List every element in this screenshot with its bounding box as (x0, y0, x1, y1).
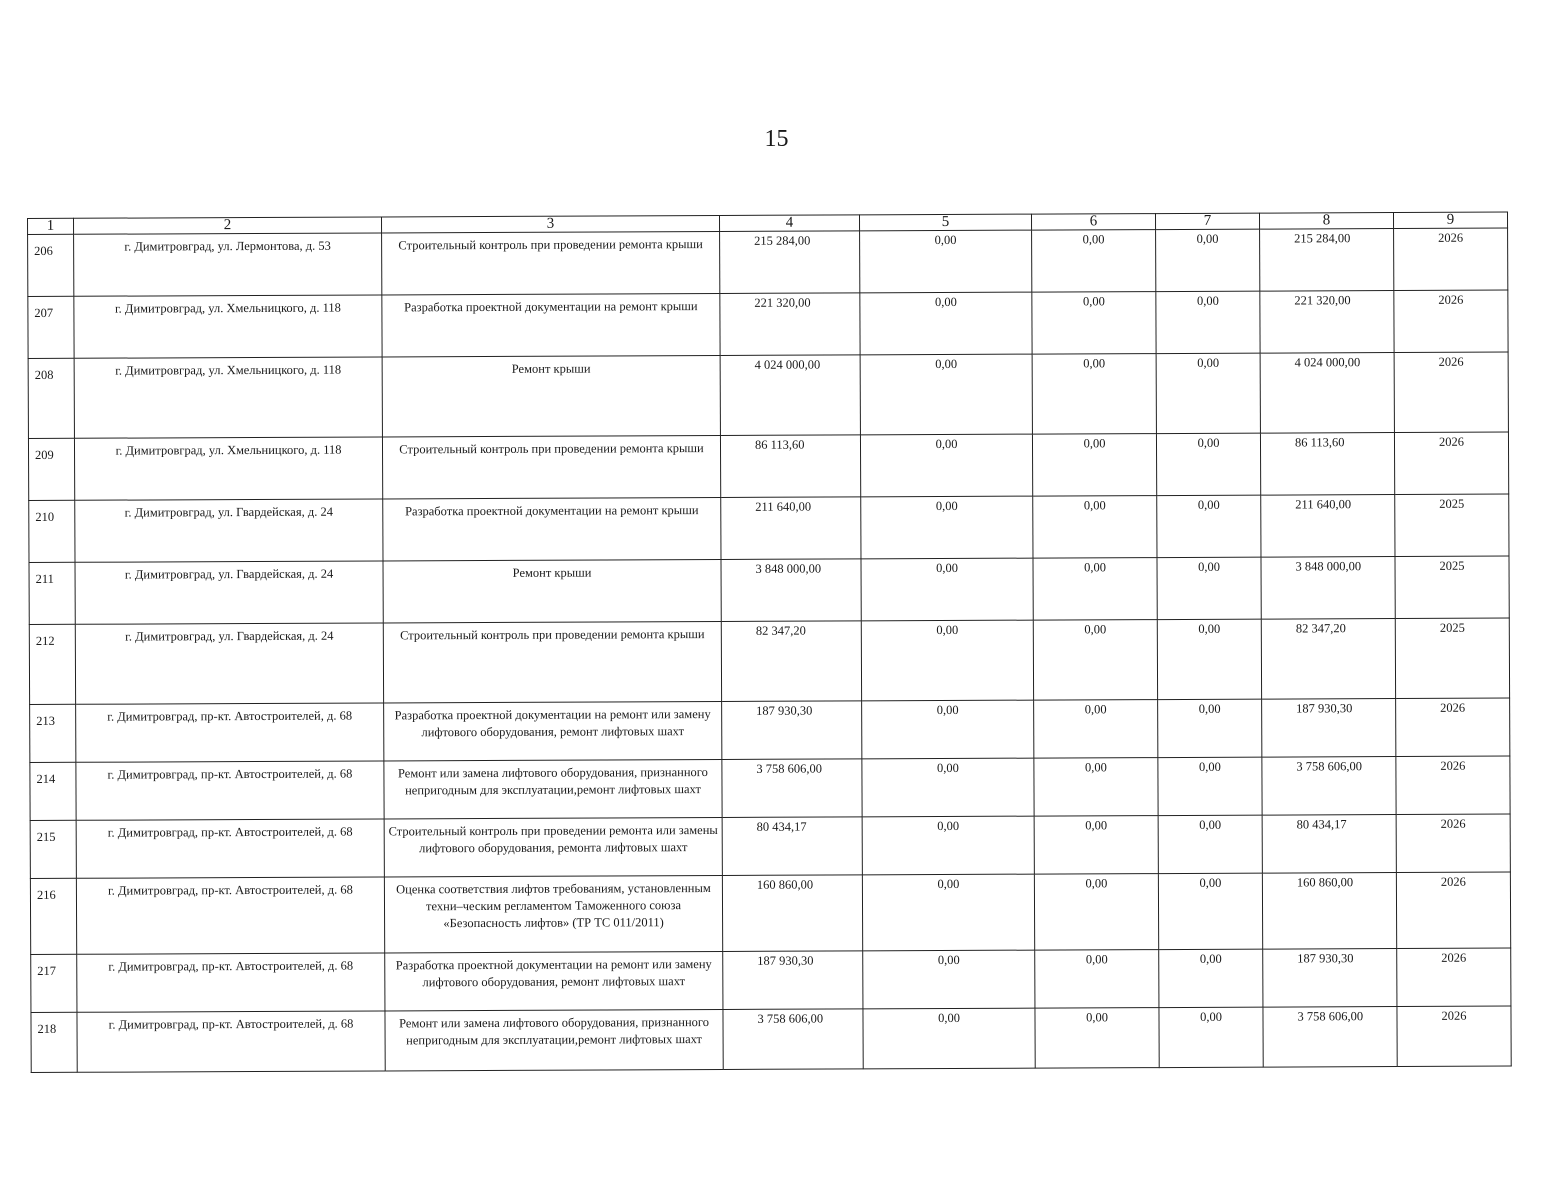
table-row (28, 432, 1508, 500)
owners-funds-cell: 0,00 (1156, 291, 1260, 353)
total-cost-cell: 80 434,17 (722, 817, 862, 876)
other-funds-cell: 3 758 606,00 (1263, 1007, 1397, 1068)
budget-cell: 0,00 (1032, 292, 1156, 355)
budget-cell: 0,00 (1035, 950, 1159, 1009)
year-cell: 2026 (1396, 698, 1510, 756)
other-funds-cell: 187 930,30 (1262, 699, 1396, 758)
budget-cell: 0,00 (1033, 496, 1157, 559)
row-number-cell: 209 (28, 438, 74, 500)
year-cell: 2026 (1394, 432, 1508, 494)
address-cell: г. Димитровград, ул. Хмельницкого, д. 118 (74, 357, 382, 438)
total-cost-cell: 187 930,30 (723, 951, 863, 1010)
fund-cell: 0,00 (862, 816, 1034, 875)
other-funds-cell: 3 758 606,00 (1262, 757, 1396, 816)
budget-cell: 0,00 (1032, 434, 1156, 497)
table-row (30, 756, 1510, 820)
other-funds-cell: 215 284,00 (1260, 229, 1394, 292)
work-description-cell: Разработка проектной документации на ремонт или замену лифтового оборудования, ремонт лифтовых шахт (384, 701, 722, 760)
year-cell: 2026 (1396, 872, 1510, 948)
year-cell: 2026 (1394, 290, 1508, 352)
row-number-cell: 218 (31, 1012, 77, 1072)
table-row (29, 494, 1509, 562)
address-cell: г. Димитровград, пр-кт. Автостроителей, д. 68 (77, 1011, 385, 1072)
column-header: 2 (74, 217, 382, 234)
budget-cell: 0,00 (1033, 558, 1157, 621)
address-cell: г. Димитровград, ул. Хмельницкого, д. 118 (74, 437, 382, 500)
total-cost-cell: 3 758 606,00 (722, 759, 862, 818)
total-cost-cell: 82 347,20 (721, 621, 861, 702)
fund-cell: 0,00 (860, 434, 1032, 497)
owners-funds-cell: 0,00 (1158, 873, 1262, 949)
table-row (30, 872, 1510, 954)
budget-cell: 0,00 (1034, 700, 1158, 759)
owners-funds-cell: 0,00 (1157, 495, 1261, 557)
fund-cell: 0,00 (862, 700, 1034, 759)
column-header: 6 (1031, 214, 1155, 231)
column-header: 7 (1155, 213, 1259, 229)
table-row (30, 814, 1510, 878)
total-cost-cell: 86 113,60 (720, 435, 860, 498)
address-cell: г. Димитровград, пр-кт. Автостроителей, д. 68 (76, 703, 384, 762)
work-description-cell: Строительный контроль при проведении ремонта крыши (382, 435, 720, 498)
work-description-cell: Строительный контроль при проведении ремонта или замены лифтового оборудования, ремонта лифтовых шахт (384, 817, 722, 876)
column-header: 9 (1393, 212, 1507, 228)
row-number-cell: 212 (29, 624, 75, 704)
other-funds-cell: 82 347,20 (1261, 619, 1395, 700)
table-row (30, 698, 1510, 762)
column-header: 4 (719, 215, 859, 232)
address-cell: г. Димитровград, ул. Хмельницкого, д. 118 (74, 295, 382, 358)
table-row (31, 1006, 1511, 1072)
budget-cell: 0,00 (1034, 758, 1158, 817)
row-number-cell: 217 (31, 954, 77, 1012)
row-number-cell: 215 (30, 820, 76, 878)
row-number-cell: 207 (28, 296, 74, 358)
fund-cell: 0,00 (860, 230, 1032, 293)
work-description-cell: Разработка проектной документации на ремонт крыши (382, 293, 720, 356)
year-cell: 2026 (1396, 814, 1510, 872)
owners-funds-cell: 0,00 (1157, 557, 1261, 619)
total-cost-cell: 3 848 000,00 (721, 559, 861, 622)
total-cost-cell: 3 758 606,00 (723, 1009, 863, 1070)
year-cell: 2026 (1394, 352, 1508, 432)
row-number-cell: 211 (29, 562, 75, 624)
fund-cell: 0,00 (861, 496, 1033, 559)
total-cost-cell: 187 930,30 (722, 701, 862, 760)
page-number: 15 (764, 126, 789, 152)
year-cell: 2026 (1396, 756, 1510, 814)
work-description-cell: Ремонт крыши (382, 355, 720, 436)
work-description-cell: Строительный контроль при проведении ремонта крыши (382, 231, 720, 294)
budget-cell: 0,00 (1035, 1008, 1159, 1069)
row-number-cell: 213 (30, 704, 76, 762)
work-description-cell: Ремонт или замена лифтового оборудования, признанного непригодным для эксплуатации,ремонт лифтовых шахт (384, 759, 722, 818)
fund-cell: 0,00 (862, 874, 1034, 951)
total-cost-cell: 211 640,00 (721, 497, 861, 560)
year-cell: 2026 (1394, 228, 1508, 290)
work-description-cell: Разработка проектной документации на ремонт или замену лифтового оборудования, ремонт лифтовых шахт (385, 951, 723, 1010)
column-header: 1 (28, 218, 74, 234)
year-cell: 2026 (1397, 1006, 1511, 1066)
total-cost-cell: 4 024 000,00 (720, 355, 860, 436)
total-cost-cell: 160 860,00 (722, 875, 862, 952)
budget-cell: 0,00 (1032, 354, 1156, 435)
work-description-cell: Ремонт крыши (383, 559, 721, 622)
work-description-cell: Разработка проектной документации на ремонт крыши (383, 497, 721, 560)
fund-cell: 0,00 (860, 354, 1032, 435)
address-cell: г. Димитровград, ул. Гвардейская, д. 24 (75, 561, 383, 624)
other-funds-cell: 4 024 000,00 (1260, 353, 1394, 434)
other-funds-cell: 160 860,00 (1262, 873, 1396, 950)
budget-cell: 0,00 (1034, 816, 1158, 875)
fund-cell: 0,00 (861, 558, 1033, 621)
total-cost-cell: 221 320,00 (720, 293, 860, 356)
address-cell: г. Димитровград, ул. Лермонтова, д. 53 (74, 233, 382, 296)
address-cell: г. Димитровград, пр-кт. Автостроителей, д. 68 (77, 953, 385, 1012)
fund-cell: 0,00 (863, 1008, 1035, 1069)
row-number-cell: 206 (28, 234, 74, 296)
owners-funds-cell: 0,00 (1159, 1007, 1263, 1067)
other-funds-cell: 211 640,00 (1261, 495, 1395, 558)
row-number-cell: 214 (30, 762, 76, 820)
address-cell: г. Димитровград, ул. Гвардейская, д. 24 (75, 623, 383, 704)
address-cell: г. Димитровград, пр-кт. Автостроителей, д. 68 (76, 819, 384, 878)
work-description-cell: Оценка соответствия лифтов требованиям, установленным техни–ческим регламентом Таможенного союза «Безопасность лифтов» (ТР ТС 011/2011) (384, 875, 722, 952)
fund-cell: 0,00 (862, 758, 1034, 817)
table-row (28, 228, 1508, 296)
table-row (28, 290, 1508, 358)
other-funds-cell: 187 930,30 (1263, 949, 1397, 1008)
table-row (29, 618, 1509, 704)
table-row (28, 352, 1508, 438)
owners-funds-cell: 0,00 (1156, 229, 1260, 291)
works-table (27, 212, 1512, 1073)
other-funds-cell: 3 848 000,00 (1261, 557, 1395, 620)
address-cell: г. Димитровград, пр-кт. Автостроителей, д. 68 (76, 761, 384, 820)
table-row (29, 556, 1509, 624)
column-header: 5 (859, 214, 1031, 231)
row-number-cell: 208 (28, 358, 74, 438)
year-cell: 2025 (1395, 556, 1509, 618)
budget-cell: 0,00 (1033, 620, 1157, 701)
row-number-cell: 216 (30, 878, 76, 954)
owners-funds-cell: 0,00 (1157, 619, 1261, 699)
address-cell: г. Димитровград, ул. Гвардейская, д. 24 (75, 499, 383, 562)
other-funds-cell: 86 113,60 (1260, 433, 1394, 496)
column-header: 8 (1259, 213, 1393, 230)
owners-funds-cell: 0,00 (1159, 949, 1263, 1007)
owners-funds-cell: 0,00 (1156, 433, 1260, 495)
work-description-cell: Ремонт или замена лифтового оборудования, признанного непригодным для эксплуатации,ремонт лифтовых шахт (385, 1009, 723, 1070)
budget-cell: 0,00 (1032, 230, 1156, 293)
other-funds-cell: 80 434,17 (1262, 815, 1396, 874)
work-description-cell: Строительный контроль при проведении ремонта крыши (383, 621, 721, 702)
owners-funds-cell: 0,00 (1156, 353, 1260, 433)
fund-cell: 0,00 (861, 620, 1033, 701)
owners-funds-cell: 0,00 (1158, 699, 1262, 757)
fund-cell: 0,00 (860, 292, 1032, 355)
owners-funds-cell: 0,00 (1158, 757, 1262, 815)
year-cell: 2025 (1395, 618, 1509, 698)
fund-cell: 0,00 (863, 950, 1035, 1009)
budget-cell: 0,00 (1034, 874, 1158, 951)
total-cost-cell: 215 284,00 (720, 231, 860, 294)
year-cell: 2026 (1397, 948, 1511, 1006)
row-number-cell: 210 (29, 500, 75, 562)
table-row (31, 948, 1511, 1012)
address-cell: г. Димитровград, пр-кт. Автостроителей, д. 68 (76, 877, 384, 954)
year-cell: 2025 (1395, 494, 1509, 556)
other-funds-cell: 221 320,00 (1260, 291, 1394, 354)
owners-funds-cell: 0,00 (1158, 815, 1262, 873)
works-table-container (27, 212, 1511, 1073)
column-header: 3 (381, 215, 719, 232)
